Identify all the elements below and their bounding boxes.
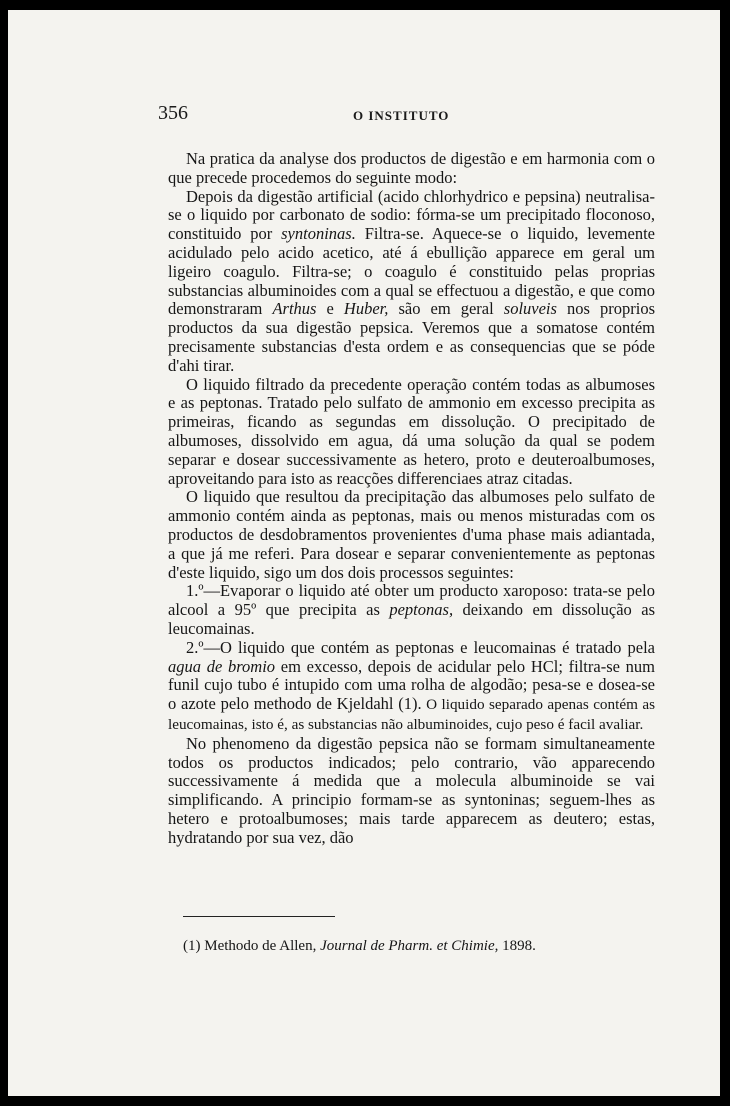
footnote-divider <box>183 916 335 917</box>
author-name: Arthus <box>272 299 317 319</box>
paragraph-peptone-separation: O liquido que resultou da precipitação das albumoses pelo sulfato de ammonio contém ainda as peptonas, mais ou menos misturadas com os productos de desdobramentos provenientes d'uma phase mais adiantada, a que já me referi. Para dosear e separar convenientemente as peptonas d'este liquido, sigo um dos dois processos seguintes: <box>168 487 655 582</box>
text-run: e <box>316 299 344 319</box>
text-run: nos proprios productos da sua digestão pepsica. Veremos que a somatose contém precisamente substancias d'esta ordem e as consequencias que se póde d'ahi tirar. <box>168 299 655 375</box>
book-page <box>8 10 720 1096</box>
running-title: O INSTITUTO <box>353 108 450 123</box>
italic-term: peptonas, <box>389 600 454 620</box>
footnote-text: Methodo de Allen, <box>200 938 321 954</box>
paragraph-phenomenon: No phenomeno da digestão pepsica não se formam simultaneamente todos os productos indicados; pelo contrario, vão apparecendo successivamente á medida que a molecula albuminoide se vai simplificando. A principio formam-se as syntoninas; seguem-lhes as hetero e protoalbumoses; mais tarde apparecem as deutero; estas, hydratando por sua vez, dão <box>168 733 655 847</box>
text-run: são em geral <box>388 299 504 319</box>
page-number: 356 <box>158 102 188 124</box>
footnote <box>183 938 653 955</box>
text-run: deixando em dissolução as leucomainas. <box>168 600 655 638</box>
paragraph-filtered-liquid: O liquido filtrado da precedente operação contém todas as albumoses e as peptonas. Tratado pelo sulfato de ammonio em excesso precipita as primeiras, ficando as segundas em dissolução. O precipitado de albumoses, dissolvido em agua, dá uma solução da qual se podem separar e dosear successivamente as hetero, proto e deuteroalbumoses, aproveitando para isto as reacções differenciaes atraz citadas. <box>168 374 655 488</box>
text-run: 2.º—O liquido que contém as peptonas e leucomainas é tratado pela <box>186 637 655 657</box>
italic-term: soluveis <box>503 299 557 319</box>
text-run: 1.º—Evaporar o liquido até obter um producto xaroposo: trata-se pelo alcool a 95º que precipita as <box>168 581 655 620</box>
footnote-marker: (1) <box>183 938 201 954</box>
text-run: Depois da digestão artificial (acido chlorhydrico e pepsina) neutralisa-se o liquido por carbonato de sodio: fórma-se um precipitado floconoso, constituido por <box>168 186 655 244</box>
italic-term: syntoninas. <box>281 224 356 244</box>
italic-term: agua de bromio <box>168 656 276 676</box>
body-text <box>168 150 655 847</box>
footnote-journal: Journal de Pharm. et Chimie, <box>320 938 499 954</box>
text-run: Filtra-se. Aquece-se o liquido, levemente acidulado pelo acido acetico, até á ebullição apparece em geral um ligeiro coagulo. Filtra-se; o coagulo é constituido pelas proprias substancias albuminoides com a qual se effectuou a digestão, e que como demonstraram <box>168 224 655 319</box>
footnote-year: 1898. <box>498 938 536 954</box>
text-run-small: O liquido separado apenas contém as leucomainas, isto é, as substancias não albuminoides, cujo peso é facil avaliar. <box>168 696 655 733</box>
paragraph-process-1 <box>168 582 655 638</box>
paragraph-process-2 <box>168 639 655 735</box>
paragraph-intro: Na pratica da analyse dos productos de digestão e em harmonia com o que precede procedemos do seguinte modo: <box>168 149 655 187</box>
author-name: Huber, <box>343 299 389 319</box>
page-header <box>158 102 663 132</box>
text-run: em excesso, depois de acidular pelo HCl; filtra-se num funil cujo tubo é intupido com uma rolha de algodão; pesa-se e dosea-se o azote pelo methodo de Kjeldahl (1). <box>168 656 655 714</box>
paragraph-digestion-method <box>168 188 655 376</box>
